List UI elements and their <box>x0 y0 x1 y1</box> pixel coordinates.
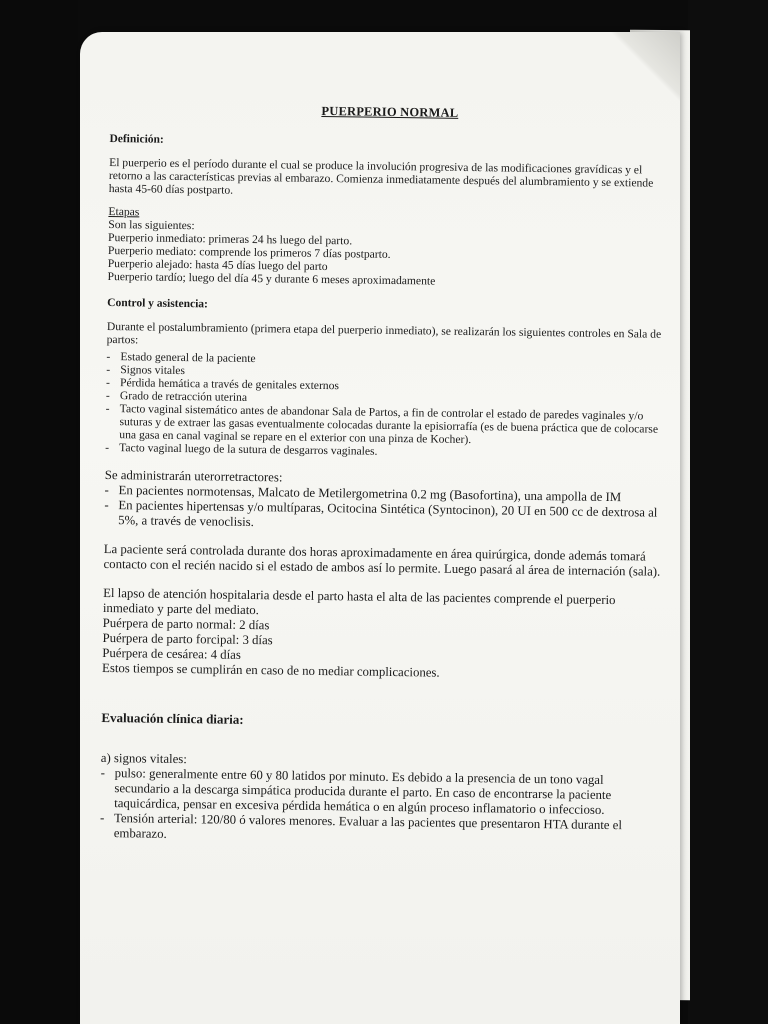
etapas-line: Son las siguientes: <box>108 217 195 233</box>
document-page <box>80 32 680 1024</box>
control-intro: Durante el postalumbramiento (primera etapa del puerperio inmediato), se realizarán los siguientes controles en Sala de partos: <box>106 319 662 347</box>
list-item: - Tacto vaginal luego de la sutura de desgarros vaginales. <box>105 441 665 462</box>
etapas-section <box>107 205 668 291</box>
paragraph-controlada: La paciente será controlada durante dos horas aproximadamente en área quirúrgica, donde además tomará contacto con el recién nacido si el estado de ambos así lo permite. Luego pasará al área de internación (sala). <box>103 541 661 579</box>
evaluacion-list <box>100 766 661 849</box>
list-item: - Grado de retracción uterina <box>106 389 666 410</box>
control-heading: Control y asistencia: <box>107 296 209 311</box>
list-item: - En pacientes hipertensas y/o multíparas, Ocitocina Sintética (Syntocinon), 20 UI en 500 cc de dextrosa al 5%, a través de venoclisis. <box>104 498 664 536</box>
etapas-line: Puerperio tardío; luego del día 45 y durante 6 meses aproximadamente <box>107 269 436 288</box>
etapas-line: Puerperio mediato: comprende los primeros 7 días postparto. <box>107 243 391 261</box>
document-content <box>100 102 670 849</box>
background-right <box>688 0 768 1024</box>
estancia-line: Estos tiempos se cumplirán en caso de no mediar complicaciones. <box>101 660 440 680</box>
background-left <box>0 0 78 1024</box>
uterorretractores-intro: Se administrarán uterorretractores: <box>104 467 283 485</box>
control-list <box>105 350 666 462</box>
estancia-line: Puérpera de parto forcipal: 3 días <box>102 630 273 648</box>
paragraph-lapso: El lapso de atención hospitalaria desde el parto hasta el alta de las pacientes comprende el puerperio inmediato y parte del mediato. <box>102 585 616 618</box>
evaluacion-heading: Evaluación clínica diaria: <box>101 709 244 727</box>
list-item: - Pérdida hemática a través de genitales externos <box>106 376 666 397</box>
etapas-line: Puerperio inmediato: primeras 24 hs luego del parto. <box>108 230 353 248</box>
etapas-heading: Etapas <box>108 204 140 219</box>
list-item: - Tensión arterial: 120/80 ó valores menores. Evaluar a las pacientes que presentaron HTA durante el embarazo. <box>100 811 660 849</box>
uterorretractores-list <box>104 483 665 536</box>
evaluacion-item-a: a) signos vitales: <box>100 750 187 767</box>
document-title: PUERPERIO NORMAL <box>321 103 459 120</box>
list-item: - Estado general de la paciente <box>106 350 666 371</box>
definicion-text: El puerperio es el período durante el cual se produce la involución progresiva de las modificaciones gravídicas y el retorno a las características previas al embarazo. Comienza inmediatamente después del alumbramiento y se extiende hasta 45-60 días postparto. <box>108 155 654 197</box>
list-item: - En pacientes normotensas, Malcato de Metilergometrina 0.2 mg (Basofortina), una ampolla de IM <box>104 483 664 506</box>
list-item: - pulso: generalmente entre 60 y 80 latidos por minuto. Es debido a la presencia de un tono vagal secundario a la descarga simpática producida durante el parto. En caso de encontrarse la paciente taquicárdica, pensar en excesiva pérdida hemática o en algún proceso inflamatorio o infeccioso. <box>100 766 661 819</box>
estancia-line: Puérpera de parto normal: 2 días <box>102 615 270 633</box>
page-corner-fold <box>610 32 680 102</box>
list-item: - Signos vitales <box>106 363 666 384</box>
definicion-heading: Definición: <box>109 132 164 146</box>
list-item: - Tacto vaginal sistemático antes de abandonar Sala de Partos, a fin de controlar el estado de paredes vaginales y/o suturas y de extraer las gasas eventualmente colocadas durante la episiorrafía (es de buena práctica que de colocarse una gasa en canal vaginal se repare en el exterior con una pinza de Kocher). <box>105 402 665 449</box>
lower-section <box>100 468 665 849</box>
etapas-line: Puerperio alejado: hasta 45 días luego del parto <box>107 256 328 274</box>
estancia-line: Puérpera de cesárea: 4 días <box>102 645 241 662</box>
